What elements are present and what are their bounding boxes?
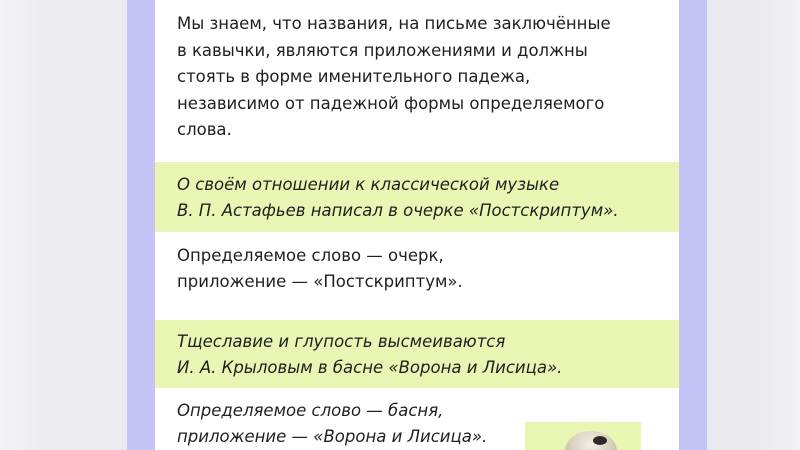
lesson-card	[155, 0, 679, 450]
example-analysis-1	[177, 243, 672, 295]
example-line: И. А. Крыловым в басне «Ворона и Лисица».	[177, 358, 563, 377]
example-line: О своём отношении к классической музыке	[177, 175, 560, 194]
intro-line: слова.	[177, 120, 232, 139]
example-sentence-1	[177, 172, 672, 224]
analysis-line: Определяемое слово — басня,	[177, 401, 444, 420]
intro-paragraph	[177, 11, 667, 144]
example-line: Тщеславие и глупость высмеиваются	[177, 332, 506, 351]
intro-line: в кавычки, являются приложениями и должны	[177, 40, 588, 60]
analysis-line: Определяемое слово — очерк,	[177, 246, 444, 265]
illustration-detail	[593, 436, 607, 445]
analysis-line: приложение — «Постскриптум».	[177, 272, 463, 291]
example-sentence-2	[177, 329, 672, 381]
intro-line: независимо от падежной формы определяемого	[177, 93, 605, 113]
intro-line: стоять в форме именительного падежа,	[177, 67, 531, 86]
illustration-figure	[565, 431, 617, 450]
intro-line: Мы знаем, что названия, на письме заключённые	[177, 14, 611, 33]
illustration-thumbnail	[525, 422, 641, 450]
analysis-line: приложение — «Ворона и Лисица».	[177, 427, 488, 446]
example-line: В. П. Астафьев написал в очерке «Постскриптум».	[177, 201, 619, 220]
